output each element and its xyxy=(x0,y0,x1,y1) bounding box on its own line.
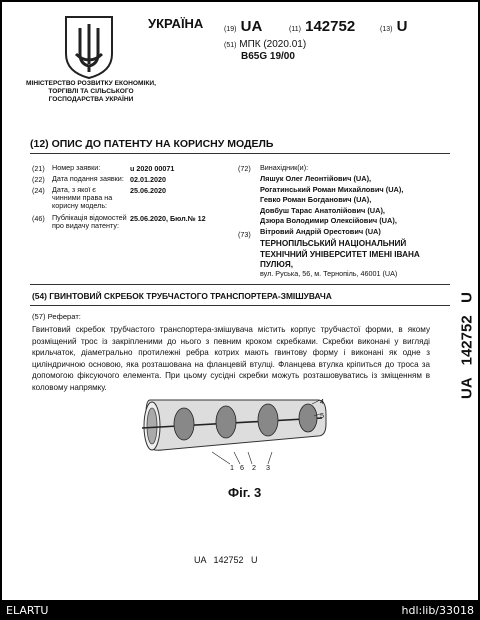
patent-number: 142752 xyxy=(305,18,356,35)
figure-label: 5 xyxy=(320,411,324,420)
field-label: Дата, з якої є чинними права на корисну модель: xyxy=(52,185,113,210)
inventors-label: Винахідник(и): xyxy=(260,163,309,172)
field-label: Дата подання заявки: xyxy=(52,174,124,183)
patent-id-row xyxy=(224,18,262,35)
field-value: u 2020 00071 xyxy=(130,164,175,173)
country-name: УКРАЇНА xyxy=(148,16,204,31)
field-value: 25.06.2020, Бюл.№ 12 xyxy=(130,214,206,223)
abstract-label: (57) Реферат: xyxy=(32,312,81,321)
owner-code: (73) xyxy=(238,230,251,239)
field-value: 02.01.2020 xyxy=(130,175,166,184)
figure-label: 4 xyxy=(320,397,324,406)
field-code: (21) xyxy=(32,164,45,173)
figure-caption: Фіг. 3 xyxy=(228,485,262,500)
divider xyxy=(30,305,450,306)
coat-of-arms-emblem xyxy=(62,14,116,80)
field-value: 25.06.2020 xyxy=(130,186,166,195)
figure-drawing xyxy=(122,394,332,474)
divider xyxy=(30,284,450,285)
inventor-name: Ляшук Олег Леонтійович (UA), xyxy=(260,174,372,183)
abstract-text: Гвинтовий скребок трубчастого транспортера-змішувача містить корпус трубчастої форми, в якому розміщений трос із закріпленими до нього з певним кроком скребками. Скребки виконані у вигляді крильчаток, діаметрально протилежні ребра котрих мають гвинтову форму і виконані як одне з циліндричною основою, яка розташована на фланцевій втулці. Фланцева втулка кріпиться до троса за допомогою фіксуючого елемента. При цьому сусідні скребки можуть розташовуватись із зміщенням в коловому напрямку. xyxy=(32,325,430,392)
field-label: Публікація відомостей про видачу патенту: xyxy=(52,213,127,230)
ministry-name: МІНІСТЕРСТВО РОЗВИТКУ ЕКОНОМІКИ, ТОРГІВЛІ ТА СІЛЬСЬКОГО ГОСПОДАРСТВА УКРАЇНИ xyxy=(26,80,156,103)
field-code: (46) xyxy=(32,214,45,223)
inventors-code: (72) xyxy=(238,164,251,173)
field-code: (22) xyxy=(32,175,45,184)
figure-label: 3 xyxy=(266,463,270,472)
code-13: (13) xyxy=(380,26,393,33)
ipc-class: B65G 19/00 xyxy=(241,51,295,62)
section-title: (12) ОПИС ДО ПАТЕНТУ НА КОРИСНУ МОДЕЛЬ xyxy=(30,138,274,150)
figure-label: 6 xyxy=(240,463,244,472)
inventor-name: Довбуш Тарас Анатолійович (UA), xyxy=(260,205,385,215)
field-code: (24) xyxy=(32,186,45,195)
owner-name: ТЕРНОПІЛЬСЬКИЙ НАЦІОНАЛЬНИЙ ТЕХНІЧНИЙ УНІВЕРСИТЕТ ІМЕНІ ІВАНА ПУЛЮЯ, xyxy=(260,239,420,269)
side-patent-number: UA 142752 U xyxy=(458,292,476,399)
bottom-patent-number: UA 142752 U xyxy=(194,555,258,565)
kind-code: U xyxy=(396,18,408,35)
figure-label: 1 xyxy=(230,463,234,472)
inventor-name: Гевко Роман Богданович (UA), xyxy=(260,195,372,204)
code-11: (11) xyxy=(289,26,301,33)
divider xyxy=(30,153,450,154)
patent-page xyxy=(2,2,478,600)
ipc-header: (51) МПК (2020.01) xyxy=(224,39,307,50)
footer-left-label: ELARTU xyxy=(6,604,49,617)
utility-model-title: (54) ГВИНТОВИЙ СКРЕБОК ТРУБЧАСТОГО ТРАНСПОРТЕРА-ЗМІШУВАЧА xyxy=(32,291,332,301)
figure-label: 2 xyxy=(252,463,256,472)
inventor-name: Вітровий Андрій Орестович (UA) xyxy=(260,226,381,236)
footer-bar xyxy=(0,600,480,620)
country-code: UA xyxy=(240,18,263,35)
inventor-name: Рогатинський Роман Михайлович (UA), xyxy=(260,184,404,194)
owner-address: вул. Руська, 56, м. Тернопіль, 46001 (UA) xyxy=(260,269,398,278)
code-19: (19) xyxy=(224,26,237,33)
footer-handle: hdl:lib/33018 xyxy=(401,604,474,617)
kind-row xyxy=(380,18,407,35)
field-label: Номер заявки: xyxy=(52,163,101,172)
patent-number-row xyxy=(289,18,355,35)
inventor-name: Дзюра Володимир Олексійович (UA), xyxy=(260,216,397,225)
